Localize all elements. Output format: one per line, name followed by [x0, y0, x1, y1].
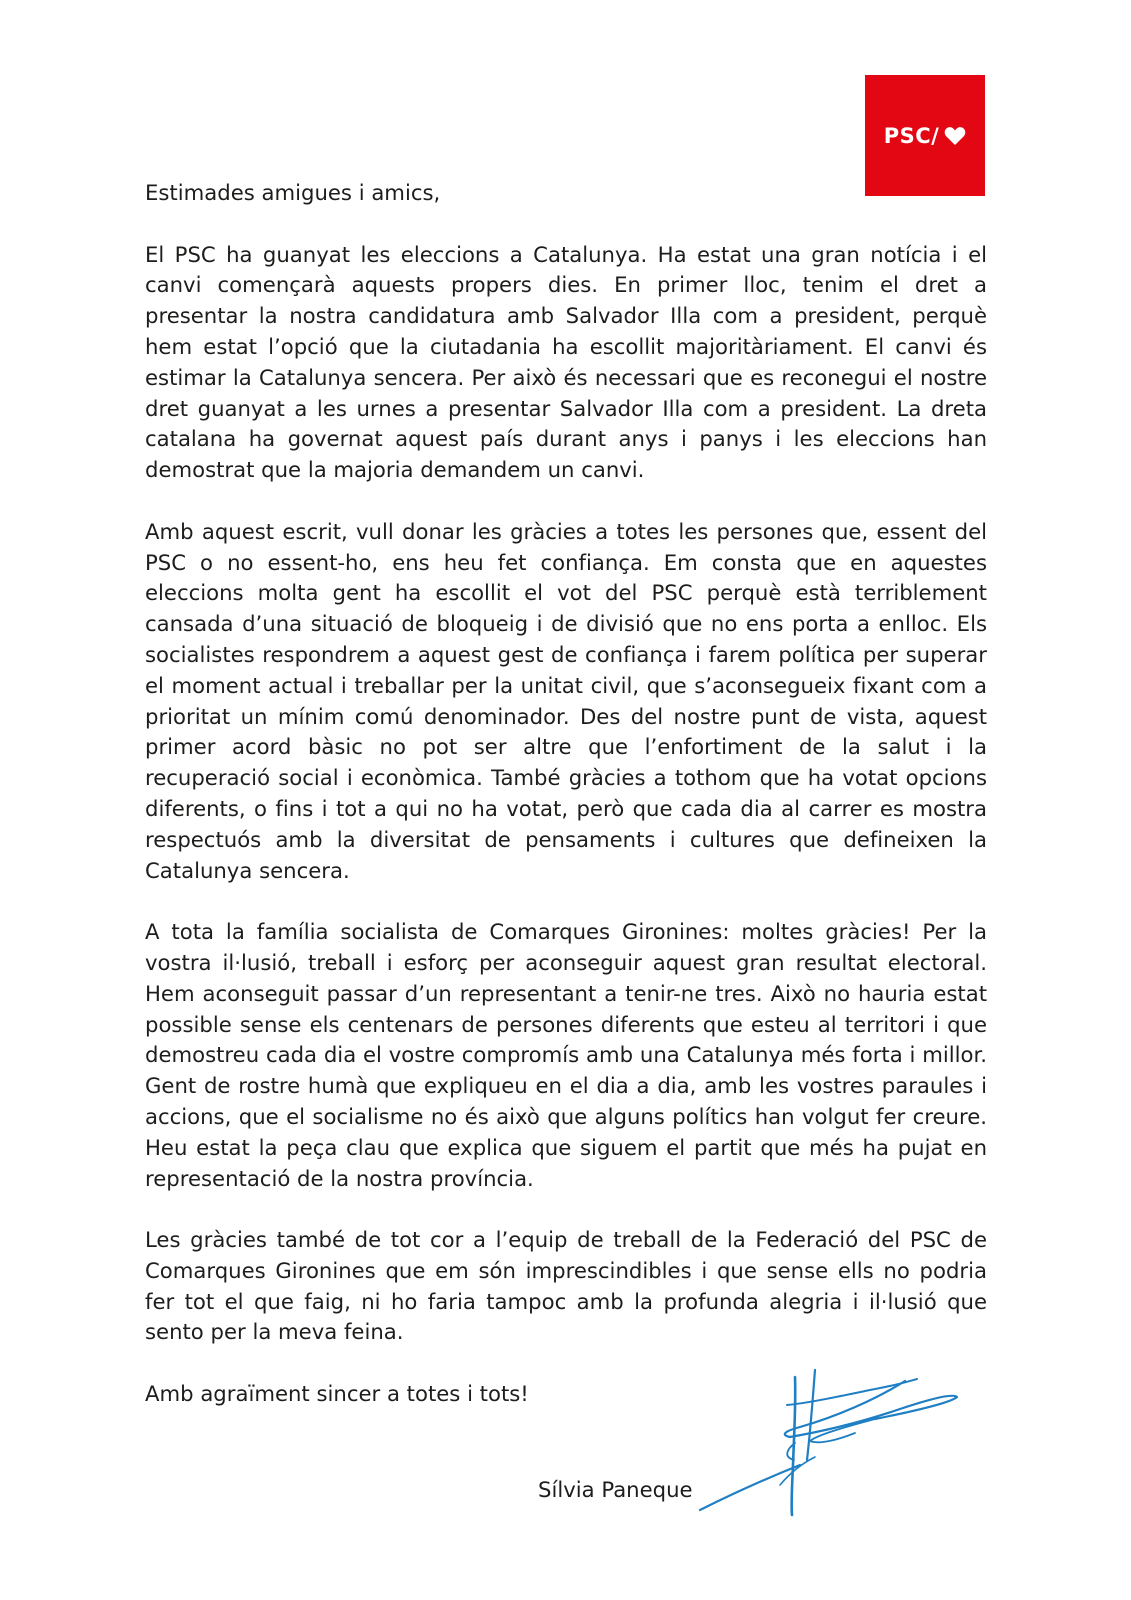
signer-name: Sílvia Paneque	[538, 1477, 693, 1502]
salutation: Estimades amigues i amics,	[145, 180, 441, 205]
paragraph-2: Amb aquest escrit, vull donar les gràcies a totes les persones que, essent del PSC o no essent-ho, ens heu fet confiança. Em consta que en aquestes eleccions molta gent ha escollit el vot del PSC perquè està terriblement cansada d’una situació de bloqueig i de divisió que no ens porta a enlloc. Els socialistes respondrem a aquest gest de confiança i farem política per superar el moment actual i treballar per la unitat civil, que s’aconsegueix fixant com a prioritat un mínim comú denominador. Des del nostre punt de vista, aquest primer acord bàsic no pot ser altre que l’enfortiment de la salut i la recuperació social i econòmica. També gràcies a tothom que ha votat opcions diferents, o fins i tot a qui no ha votat, però que cada dia al carrer es mostra respectuós amb la diversitat de pensaments i cultures que defineixen la Catalunya sencera.	[145, 518, 987, 883]
closing-line: Amb agraïment sincer a totes i tots!	[145, 1381, 529, 1407]
paragraph-1: El PSC ha guanyat les eleccions a Catalunya. Ha estat una gran notícia i el canvi començarà aquests propers dies. En primer lloc, tenim el dret a presentar la nostra candidatura amb Salvador Illa com a president, perquè hem estat l’opció que la ciutadania ha escollit majoritàriament. El canvi és estimar la Catalunya sencera. Per això és necessari que es reconegui el nostre dret guanyat a les urnes a presentar Salvador Illa com a president. La dreta catalana ha governat aquest país durant anys i panys i les eleccions han demostrat que la majoria demandem un canvi.	[145, 241, 987, 483]
handwritten-signature	[695, 1365, 965, 1525]
letter-body	[145, 178, 987, 1441]
paragraph-3: A tota la família socialista de Comarques Gironines: moltes gràcies! Per la vostra il·lusió, treball i esforç per aconseguir aquest gran resultat electoral. Hem aconseguit passar d’un representant a tenir-ne tres. Això no hauria estat possible sense els centenars de persones diferents que esteu al territori i que demostreu cada dia el vostre compromís amb una Catalunya més forta i millor. Gent de rostre humà que expliqueu en el dia a dia, amb les vostres paraules i accions, que el socialisme no és això que alguns polítics han volgut fer creure. Heu estat la peça clau que explica que siguem el partit que més ha pujat en representació de la nostra província.	[145, 919, 987, 1191]
logo-text: PSC/	[883, 123, 940, 148]
paragraph-4: Les gràcies també de tot cor a l’equip de treball de la Federació del PSC de Comarques Gironines que em són imprescindibles i que sense ells no podria fer tot el que faig, ni ho faria tampoc amb la profunda alegria i il·lusió que sento per la meva feina.	[145, 1227, 987, 1345]
heart-icon	[944, 126, 966, 146]
